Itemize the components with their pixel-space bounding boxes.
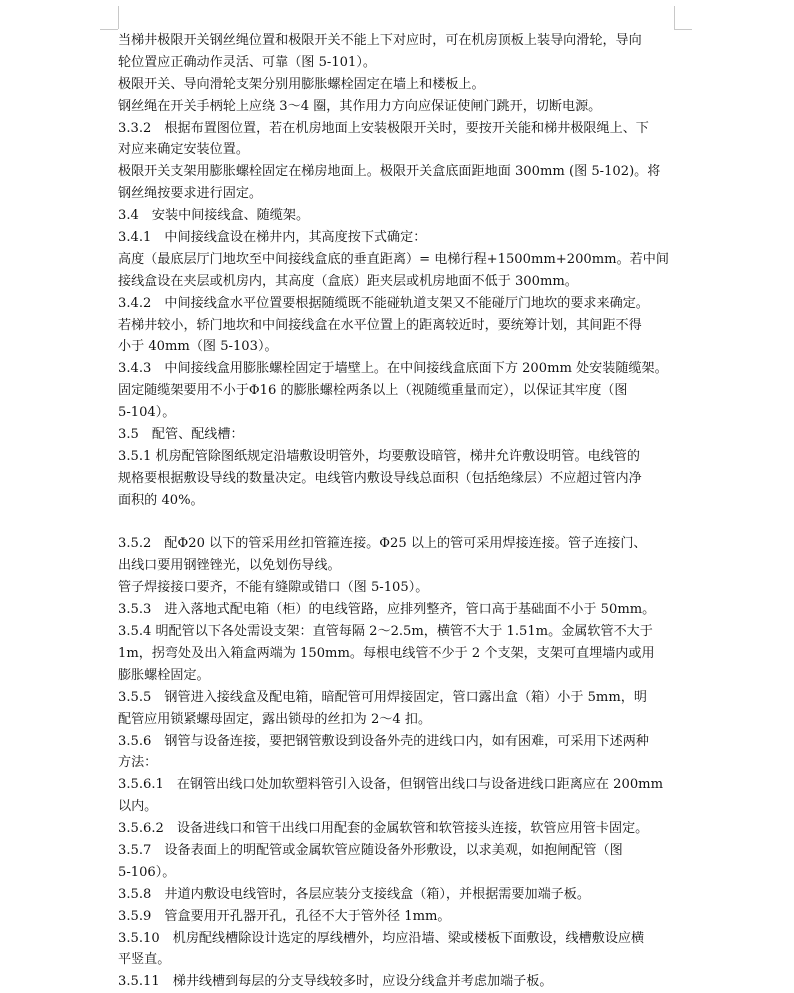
text-line: 规格要根据敷设导线的数量决定。电线管内敷设导线总面积（包括绝缘层）不应超过管内净 bbox=[118, 470, 642, 486]
text-line: 极限开关支架用膨胀螺栓固定在梯房地面上。极限开关盒底面距地面 300mm (图 5-102)。将 bbox=[118, 164, 661, 180]
text-line: 3.5.5 钢管进入接线盒及配电箱，暗配管可用焊接固定，管口露出盒（箱）小于 5mm，明 bbox=[118, 689, 647, 705]
section-heading: 3.4 安装中间接线盒、随缆架。 bbox=[118, 208, 310, 224]
text-line: 固定随缆架要用不小于Φ16 的膨胀螺栓两条以上（视随缆重量而定），以保证其牢度（图 bbox=[118, 383, 628, 399]
text-line: 小于 40mm（图 5-103）。 bbox=[118, 339, 278, 355]
text-line: 以内。 bbox=[118, 799, 158, 815]
text-line: 接线盒设在夹层或机房内，其高度（盒底）距夹层或机房地面不低于 300mm。 bbox=[118, 273, 578, 289]
text-line: 钢丝绳在开关手柄轮上应绕 3～4 圈，其作用力方向应保证使闸门跳开，切断电源。 bbox=[118, 98, 602, 114]
text-line: 方法： bbox=[118, 755, 158, 771]
text-line: 3.5.8 井道内敷设电线管时，各层应装分支接线盒（箱），并根据需要加端子板。 bbox=[118, 886, 590, 902]
text-line: 3.5.11 梯井线槽到每层的分支导线较多时，应设分线盒并考虑加端子板。 bbox=[118, 974, 553, 990]
text-line: 3.3.2 根据布置图位置，若在机房地面上安装极限开关时，要按开关能和梯井极限绳上、下 bbox=[118, 120, 649, 136]
text-line: 5-104）。 bbox=[118, 405, 176, 421]
crop-mark-top-left-horizontal bbox=[100, 29, 118, 30]
crop-mark-top-right-horizontal bbox=[674, 29, 692, 30]
text-line: 配管应用锁紧螺母固定，露出锁母的丝扣为 2～4 扣。 bbox=[118, 711, 432, 727]
text-line: 当梯井极限开关钢丝绳位置和极限开关不能上下对应时，可在机房顶板上装导向滑轮，导向 bbox=[118, 33, 642, 48]
text-line: 3.5.1 机房配管除图纸规定沿墙敷设明管外，均要敷设暗管，梯井允许敷设明管。电线管的 bbox=[118, 448, 640, 464]
text-line: 面积的 40%。 bbox=[118, 492, 204, 508]
document-body bbox=[118, 30, 676, 993]
text-line: 3.5.4 明配管以下各处需设支架：直管每隔 2～2.5m，横管不大于 1.51m。金属软管不大于 bbox=[118, 624, 653, 640]
crop-mark-top-right-vertical bbox=[674, 6, 675, 29]
text-line: 3.4.3 中间接线盒用膨胀螺栓固定于墙壁上。在中间接线盒底面下方 200mm 处安装随缆架。 bbox=[118, 361, 668, 377]
text-line: 3.5.3 进入落地式配电箱（柜）的电线管路，应排列整齐，管口高于基础面不小于 50mm。 bbox=[118, 602, 656, 618]
text-line: 3.5.7 设备表面上的明配管或金属软管应随设备外形敷设，以求美观，如抱闸配管（图 bbox=[118, 842, 623, 858]
text-line: 3.4.2 中间接线盒水平位置要根据随缆既不能碰轨道支架又不能碰厅门地坎的要求来确定。 bbox=[118, 295, 649, 311]
text-line: 管子焊接接口要齐，不能有缝隙或错口（图 5-105）。 bbox=[118, 580, 429, 596]
blank-line bbox=[118, 512, 676, 534]
text-line: 3.5.9 管盒要用开孔器开孔，孔径不大于管外径 1mm。 bbox=[118, 908, 451, 924]
text-line: 1m，拐弯处及出入箱盒两端为 150mm。每根电线管不少于 2 个支架，支架可直埋墙内或用 bbox=[118, 645, 655, 661]
text-line: 钢丝绳按要求进行固定。 bbox=[118, 186, 263, 202]
text-line: 平竖直。 bbox=[118, 952, 171, 968]
text-line: 出线口要用钢锉锉光，以免划伤导线。 bbox=[118, 558, 341, 574]
text-line: 3.4.1 中间接线盒设在梯井内，其高度按下式确定： bbox=[118, 230, 427, 246]
text-line: 3.5.6.2 设备进线口和管干出线口用配套的金属软管和软管接头连接，软管应用管卡固定。 bbox=[118, 821, 649, 837]
section-heading: 3.5 配管、配线槽： bbox=[118, 427, 244, 443]
text-line: 若梯井较小，轿门地坎和中间接线盒在水平位置上的距离较近时，要统筹计划，其间距不得 bbox=[118, 317, 642, 333]
text-line: 3.5.2 配Φ20 以下的管采用丝扣管箍连接。Φ25 以上的管可采用焊接连接。管子连接门、 bbox=[118, 536, 647, 552]
text-line: 极限开关、导向滑轮支架分别用膨胀螺栓固定在墙上和楼板上。 bbox=[118, 76, 485, 92]
text-line: 3.5.6 钢管与设备连接，要把钢管敷设到设备外壳的进线口内，如有困难，可采用下述两种 bbox=[118, 733, 649, 749]
crop-mark-top-left-vertical bbox=[118, 6, 119, 29]
text-line: 轮位置应正确动作灵活、可靠（图 5-101）。 bbox=[118, 54, 376, 70]
text-line: 高度（最底层厅门地坎至中间接线盒底的垂直距离）= 电梯行程+1500mm+200mm。若中间 bbox=[118, 251, 669, 267]
text-line: 5-106）。 bbox=[118, 864, 176, 880]
text-line: 3.5.10 机房配线槽除设计选定的厚线槽外，均应沿墙、梁或楼板下面敷设，线槽敷设应横 bbox=[118, 930, 645, 946]
text-line: 3.5.6.1 在钢管出线口处加软塑料管引入设备，但钢管出线口与设备进线口距离应在 200mm bbox=[118, 777, 663, 793]
text-line: 膨胀螺栓固定。 bbox=[118, 667, 210, 683]
text-line: 对应来确定安装位置。 bbox=[118, 142, 249, 158]
